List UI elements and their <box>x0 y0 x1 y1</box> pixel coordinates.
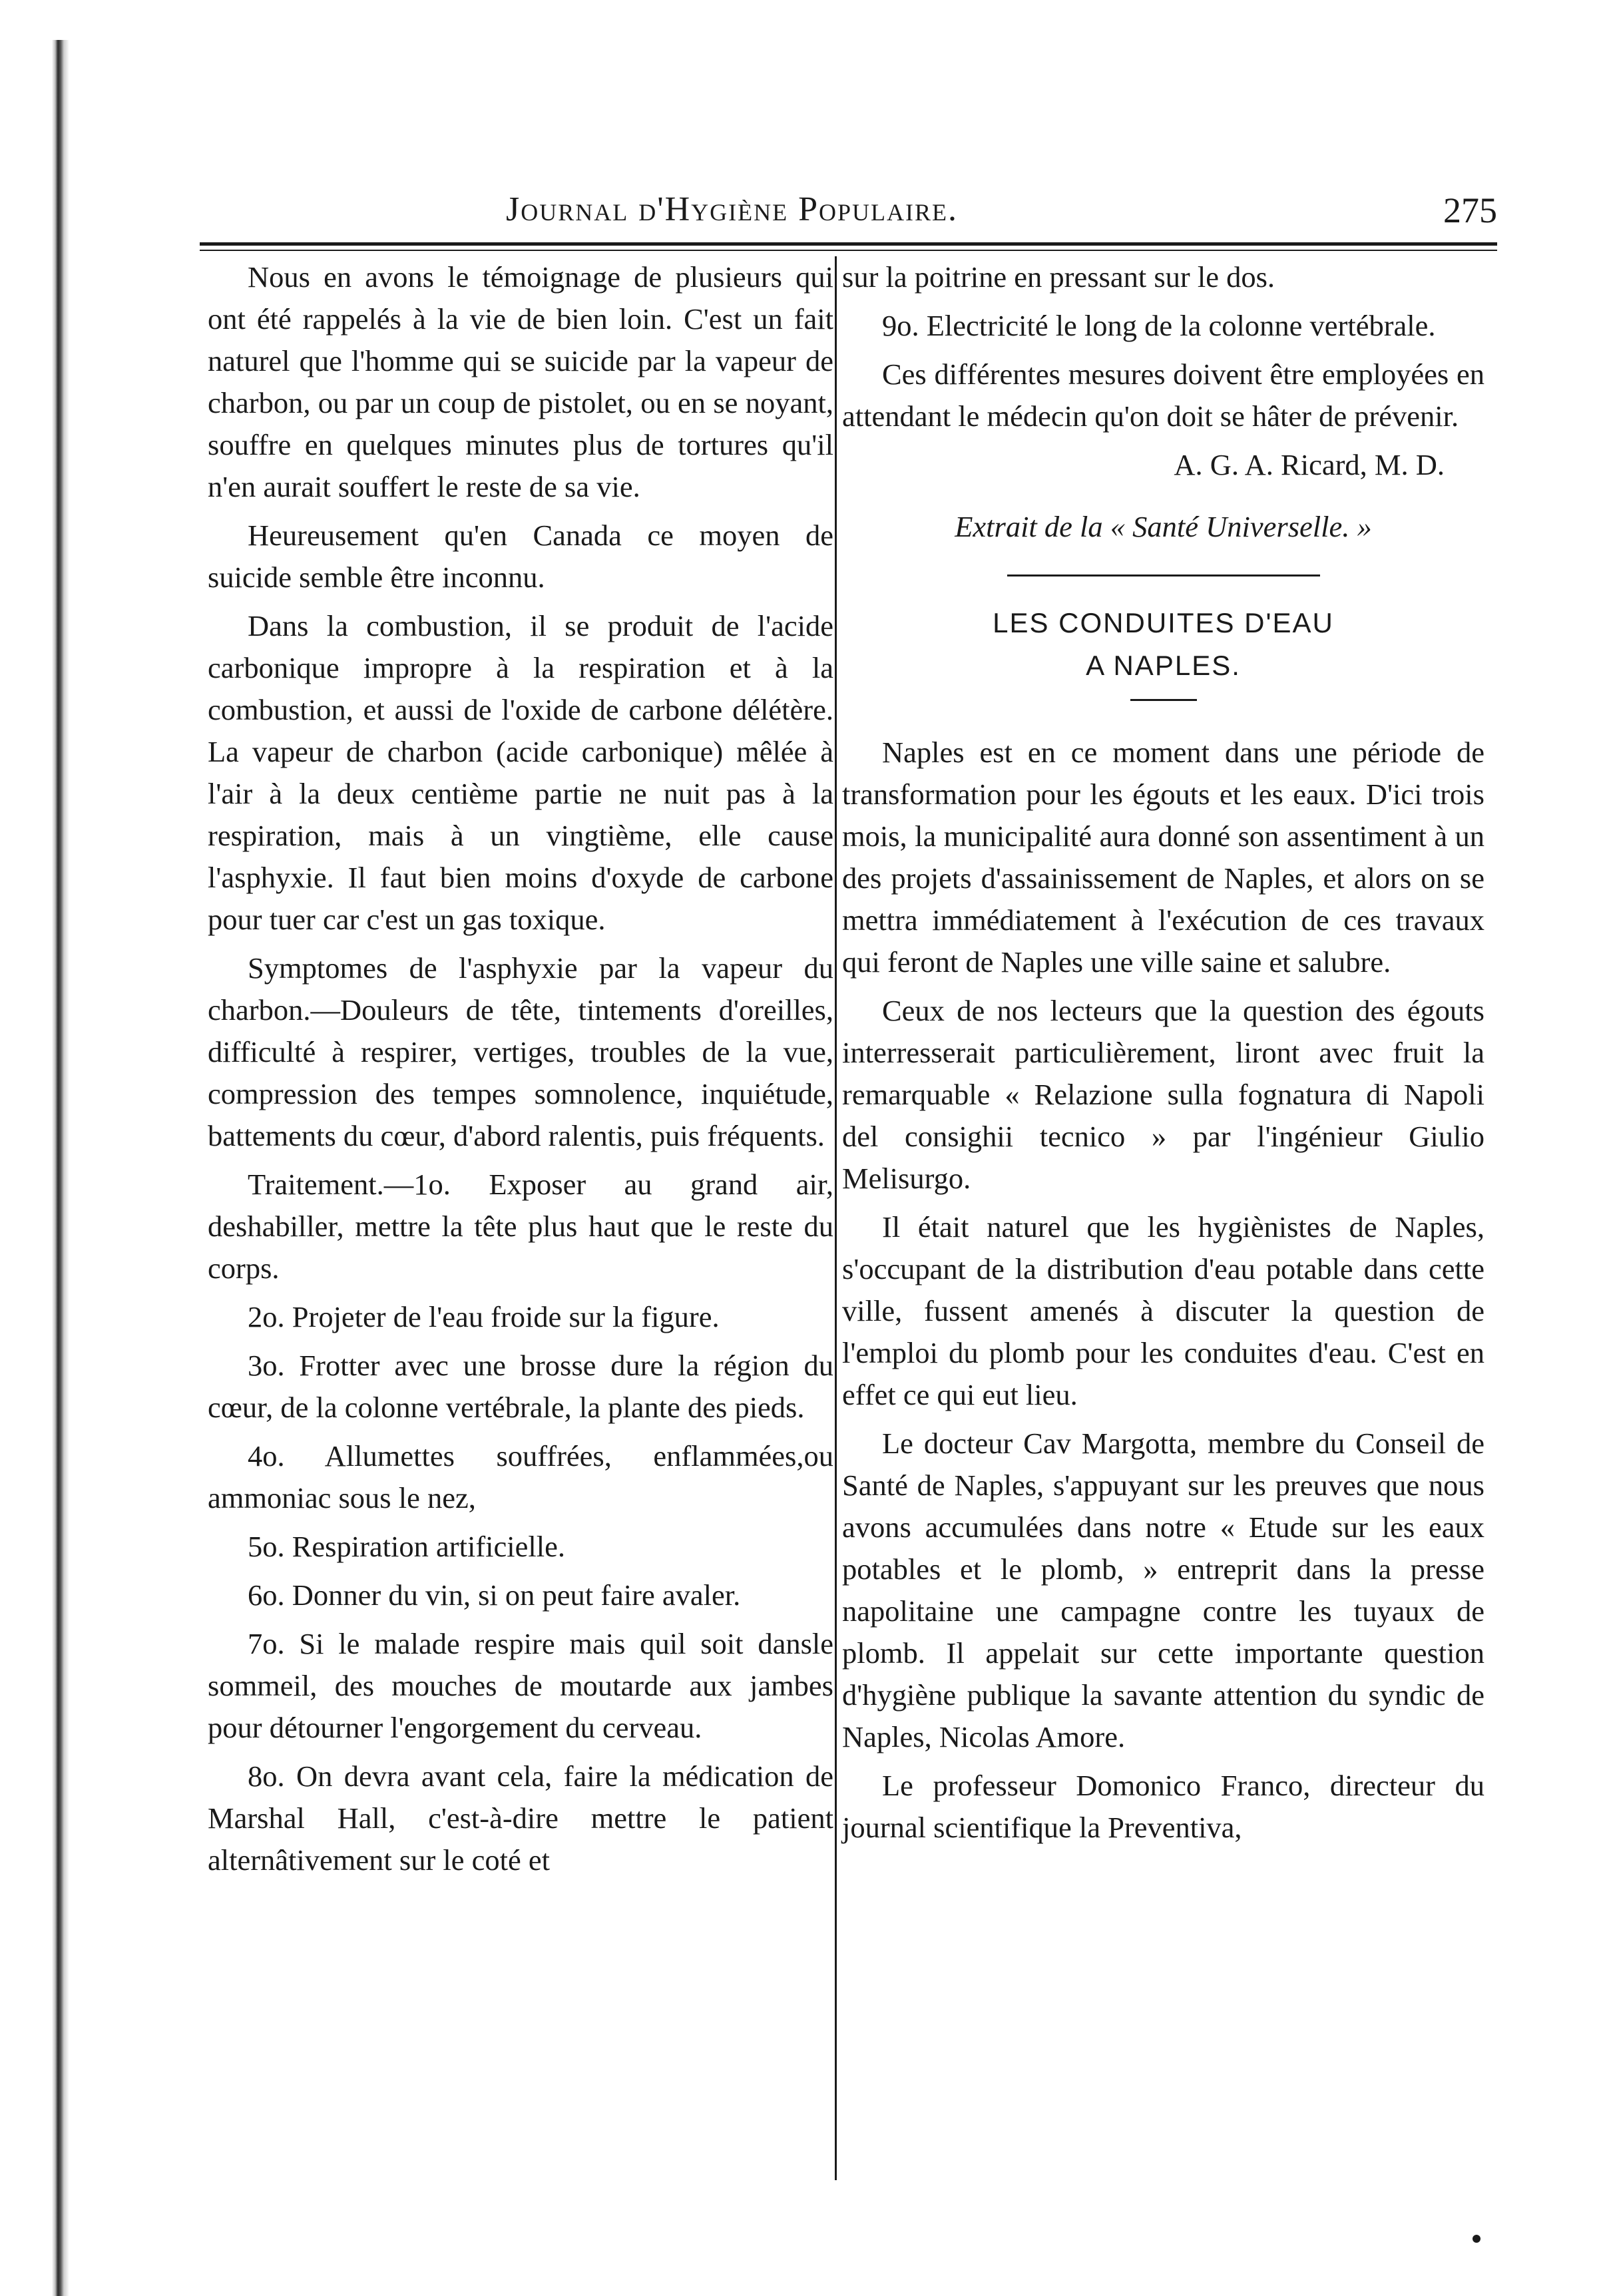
right-paragraph: Ces différentes mesures doivent être employées en attendant le médecin qu'on doit se hâter de prévenir. <box>842 357 1484 433</box>
book-spine-shadow <box>52 40 69 2296</box>
article-paragraph: Il était naturel que les hygiènistes de Naples, s'occupant de la distribution d'eau potable dans cette ville, fussent amenés à discuter la question de l'emploi du plomb pour les conduites d'eau. C'est en effet ce qui eut lieu. <box>842 1210 1484 1411</box>
article-paragraph: Le docteur Cav Margotta, membre du Conseil de Santé de Naples, s'appuyant sur les preuves que nous avons accumulées dans notre « Etude sur les eaux potables et le plomb, » entreprit dans la presse napolitaine une campagne contre les tuyaux de plomb. Il appelait sur cette importante question d'hygiène publique la savante attention du syndic de Naples, Nicolas Amore. <box>842 1427 1484 1753</box>
left-paragraph: Heureusement qu'en Canada ce moyen de suicide semble être inconnu. <box>208 519 833 594</box>
running-title: Journal d'Hygiène Populaire. <box>506 190 959 228</box>
left-paragraph: Symptomes de l'asphyxie par la vapeur du charbon.—Douleurs de tête, tintements d'oreilles, difficulté à respirer, vertiges, troubles de la vue, compression des tempes somnolence, inquiétude, battements du cœur, d'abord ralentis, puis fréquents. <box>208 951 833 1152</box>
header-rule-thick <box>200 242 1497 246</box>
left-paragraph: 5o. Respiration artificielle. <box>248 1530 565 1563</box>
right-column <box>842 256 1484 1855</box>
article-paragraph: Ceux de nos lecteurs que la question des égouts interresserait particulièrement, liront avec fruit la remarquable « Relazione sulla fognatura di Napoli del consighii tecnico » par l'ingénieur Giulio Melisurgo. <box>842 994 1484 1195</box>
left-paragraph: 8o. On devra avant cela, faire la médication de Marshal Hall, c'est-à-dire mettre le patient alternâtivement sur le coté et <box>208 1759 833 1877</box>
heading-divider <box>1130 699 1197 701</box>
article-heading: LES CONDUITES D'EAU <box>993 607 1334 638</box>
source-citation: Extrait de la « Santé Universelle. » <box>955 510 1372 543</box>
left-paragraph: 4o. Allumettes souffrées, enflammées,ou ammoniac sous le nez, <box>208 1439 833 1514</box>
header-rule-thin <box>200 250 1497 251</box>
page-header <box>200 190 1497 236</box>
left-paragraph: 3o. Frotter avec une brosse dure la région du cœur, de la colonne vertébrale, la plante des pieds. <box>208 1349 833 1424</box>
left-column <box>208 256 833 1888</box>
article-heading-line2: A NAPLES. <box>1086 650 1241 681</box>
right-paragraph: 9o. Electricité le long de la colonne vertébrale. <box>882 309 1436 342</box>
left-paragraph: Traitement.—1o. Exposer au grand air, deshabiller, mettre la tête plus haut que le reste du corps. <box>208 1168 833 1285</box>
left-paragraph: Dans la combustion, il se produit de l'acide carbonique impropre à la respiration et à la combustion, et aussi de l'oxide de carbone délétère. La vapeur de charbon (acide carbonique) mêlée à l'air à la deux centième partie ne nuit pas à la respiration, mais à un vingtième, elle cause l'asphyxie. Il faut bien moins d'oxyde de carbone pour tuer car c'est un gas toxique. <box>208 609 833 936</box>
left-paragraph: 2o. Projeter de l'eau froide sur la figure. <box>248 1300 720 1333</box>
left-paragraph: 7o. Si le malade respire mais quil soit dansle sommeil, des mouches de moutarde aux jambes pour détourner l'engorgement du cerveau. <box>208 1627 833 1744</box>
left-paragraph: Nous en avons le témoignage de plusieurs qui ont été rappelés à la vie de bien loin. C'est un fait naturel que l'homme qui se suicide par la vapeur de charbon, ou par un coup de pistolet, ou en se noyant, souffre en quelques minutes plus de tortures qu'il n'en aurait souffert le reste de sa vie. <box>208 260 833 503</box>
left-paragraph: 6o. Donner du vin, si on peut faire avaler. <box>248 1578 741 1612</box>
page-number: 275 <box>1443 190 1497 230</box>
article-paragraph: Naples est en ce moment dans une période de transformation pour les égouts et les eaux. D'ici trois mois, la municipalité aura donné son assentiment à un des projets d'assainissement de Naples, et alors on se mettra immédiatement à l'exécution de ces travaux qui feront de Naples une ville saine et salubre. <box>842 736 1484 979</box>
author-signature: A. G. A. Ricard, M. D. <box>1174 448 1445 481</box>
column-divider <box>835 256 837 2180</box>
article-paragraph: Le professeur Domonico Franco, directeur du journal scientifique la Preventiva, <box>842 1769 1484 1844</box>
section-divider <box>1007 574 1320 576</box>
ink-dot <box>1473 2235 1481 2243</box>
right-paragraph: sur la poitrine en pressant sur le dos. <box>842 260 1275 294</box>
